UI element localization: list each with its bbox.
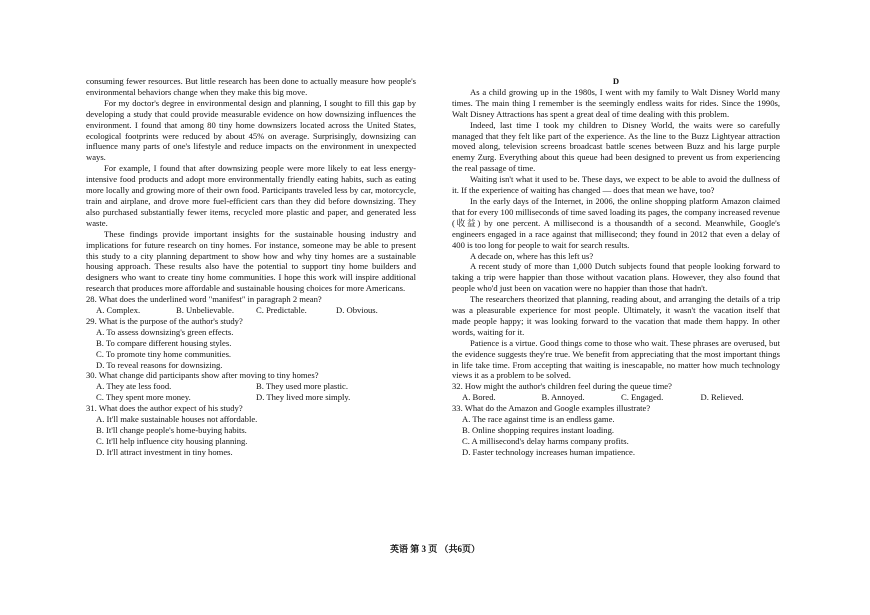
option-b: B. It'll change people's home-buying habits.: [96, 425, 247, 435]
paragraph: As a child growing up in the 1980s, I went with my family to Walt Disney World many times. The main thing I remember is the seemingly endless waits for rides. Since the 1990s, Walt Disney Attractions has spent a great deal of time dealing with this problem.: [452, 86, 780, 119]
paragraph: The researchers theorized that planning, reading about, and arranging the details of a trip was a pleasurable experience for most people. Ultimately, it wasn't the vacation itself that made people happy; it was looking forward to the vacation that made them happy. In other words, waiting for it.: [452, 294, 780, 337]
question-stem: 32. How might the author's children feel during the queue time?: [452, 381, 672, 392]
option-c: C. Predictable.: [256, 305, 307, 316]
paragraph: consuming fewer resources. But little research has been done to actually measure how people's environmental behaviors change when they make this big move.: [86, 76, 416, 97]
question-28: [86, 294, 416, 316]
option-c: C. They spent more money.: [96, 392, 191, 403]
paragraph: A decade on, where has this left us?: [470, 250, 594, 261]
option-a: A. They ate less food.: [96, 381, 172, 392]
question-stem: 28. What does the underlined word "manifest" in paragraph 2 mean?: [86, 294, 322, 305]
option-d: D. Relieved.: [700, 392, 744, 403]
option-a: A. Bored.: [462, 392, 496, 403]
option-b: B. Unbelievable.: [176, 305, 234, 316]
options-row: [86, 381, 416, 392]
options-row: [452, 392, 780, 403]
option-d: D. It'll attract investment in tiny homes.: [96, 446, 233, 457]
left-column: [86, 76, 416, 458]
option-b: B. To compare different housing styles.: [96, 337, 232, 348]
option-d: D. To reveal reasons for downsizing.: [96, 359, 223, 370]
option-b: B. Annoyed.: [541, 392, 585, 403]
option-c: C. To promote tiny home communities.: [96, 348, 232, 359]
option-a: A. It'll make sustainable houses not affordable.: [96, 414, 258, 425]
question-33: [452, 403, 780, 458]
right-column: [452, 76, 780, 458]
paragraph: Indeed, last time I took my children to Disney World, the waits were so carefully managed that they felt like part of the experience. As the line to the Buzz Lightyear attraction moved along, television screens broadcast battle scenes between Buzz and his large purple enemy Zurg. Everything about this queue had been designed to prevent us from experiencing the real passage of time.: [452, 119, 780, 174]
paragraph: A recent study of more than 1,000 Dutch subjects found that people looking forward to taking a trip were happier than those without vacation plans. However, they also found that people who'd just been on vacation were no happier than those that hadn't.: [452, 261, 780, 294]
paragraph: For example, I found that after downsizing people were more likely to eat less energy-intensive food products and adopt more environmentally friendly eating habits, such as eating more locally and growing more of their own food. Participants traveled less by car, motorcycle, train and airplane, and drove more fuel-efficient cars than they did before downsizing. They also purchased substantially fewer items, recycled more plastic and paper, and generated less waste.: [86, 163, 416, 228]
paragraph: Waiting isn't what it used to be. These days, we expect to be able to avoid the dullness of it. If the experience of waiting has changed — does that mean we have, too?: [452, 174, 780, 196]
option-c: C. It'll help influence city housing planning.: [96, 435, 248, 446]
option-a: A. To assess downsizing's green effects.: [96, 326, 234, 337]
question-30: [86, 370, 416, 403]
option-b: B. Online shopping requires instant loading.: [462, 425, 615, 435]
option-c: C. A millisecond's delay harms company profits.: [462, 435, 629, 446]
paragraph: For my doctor's degree in environmental design and planning, I sought to fill this gap by developing a study that could provide measurable evidence on how downsizing influences the environment. I found that among 80 tiny home downsizers located across the United States, ecological footprints were reduced by about 45% on average. Surprisingly, downsizing can influence many parts of one's lifestyle and reduce impacts on the environment in unexpected ways.: [86, 97, 416, 163]
question-29: [86, 316, 416, 371]
options-row: [86, 392, 416, 403]
question-31: [86, 403, 416, 458]
option-a: A. Complex.: [96, 305, 141, 316]
question-stem: 29. What is the purpose of the author's study?: [86, 315, 243, 326]
paragraph: In the early days of the Internet, in 2006, the online shopping platform Amazon claimed that for every 100 milliseconds of time saved loading its pages, the company increased revenue (收益) by one percent. A millisecond is a thousandth of a second. Meanwhile, Google's engineers engaged in a race against that millisecond; they found in 2012 that even a delay of 400 is too long for people to wait for search results.: [452, 195, 780, 250]
options-row: [86, 305, 416, 316]
option-d: D. Obvious.: [336, 305, 378, 316]
question-stem: 33. What do the Amazon and Google examples illustrate?: [452, 403, 651, 414]
paragraph: These findings provide important insights for the sustainable housing industry and implications for future research on tiny homes. For instance, someone may be able to present this study to a city planning department to show how and why tiny homes are a sustainable housing approach. These results also have the potential to support tiny home builders and designers who want to create tiny home communities. I hope this work will inspire additional research that produces more affordable and sustainable housing choices for more Americans.: [86, 228, 416, 294]
question-32: [452, 381, 780, 403]
option-c: C. Engaged.: [621, 392, 664, 403]
passage-title: D: [612, 76, 620, 86]
paragraph: Patience is a virtue. Good things come to those who wait. These phrases are overused, but the evidence suggests they're true. We benefit from appreciating that the most important things in life take time. From accepting that waiting is inescapable, no matter how much technology views it as a problem to be solved.: [452, 337, 780, 381]
option-d: D. They lived more simply.: [256, 392, 351, 403]
page-footer: 英语 第 3 页 （共6页）: [389, 544, 480, 554]
option-d: D. Faster technology increases human impatience.: [462, 446, 636, 457]
option-b: B. They used more plastic.: [256, 381, 348, 392]
question-stem: 31. What does the author expect of his study?: [86, 403, 243, 414]
question-stem: 30. What change did participants show after moving to tiny homes?: [86, 370, 319, 381]
option-a: A. The race against time is an endless game.: [462, 414, 615, 425]
